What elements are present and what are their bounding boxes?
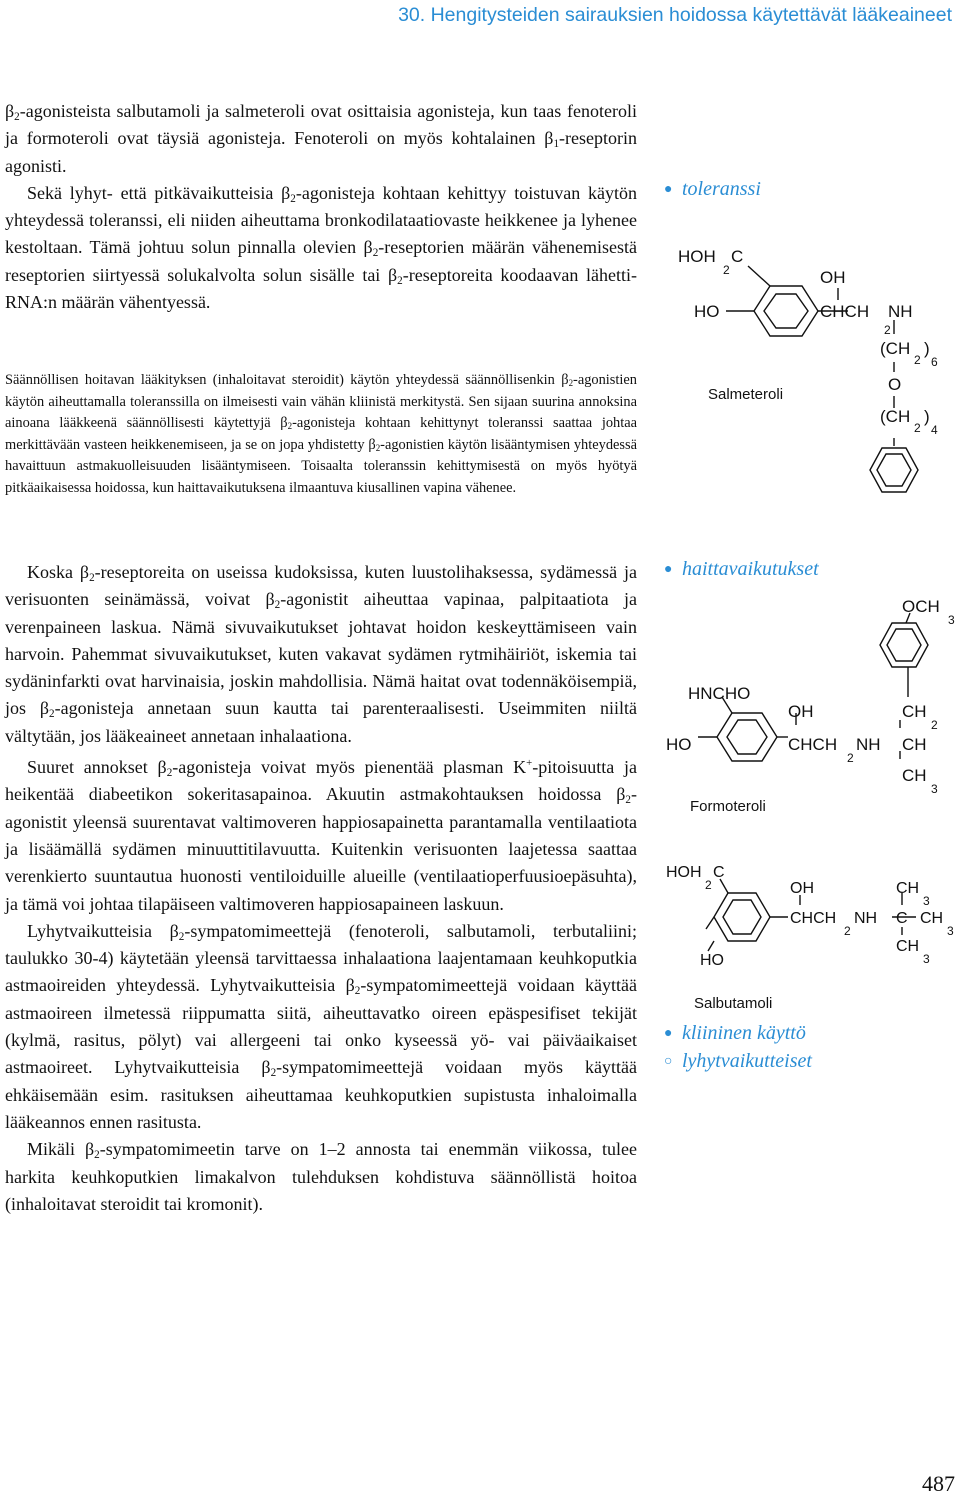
formoterol-sub3a: 3 bbox=[948, 613, 955, 627]
high-dose-paragraph: Suuret annokset $\beta_2$-agonisteja voivat myös pienentää plasman K+-pitoisuutta ja heikentää diabeetikon sokeritasapainoa. Akuutin astmakohtauksen hoidossa $\beta_2$-agonistit yleensä suurentavat valtimoveren happiosapainetta parantamalla ventilaatiota ja lisäämällä sydämen minuuttitilavuutta. Kuitenkin verisuonten laajetessa saattaa verenkierto suuntautua huonosti ventiloiduille alueille (ventilaatioperfuusioepäsuhta), ja tämä voi johtaa tilapäiseen valtimoveren happiosapaineen laskuun. bbox=[5, 757, 637, 914]
salmeterol-ch-4: (CH bbox=[880, 407, 911, 426]
salmeterol-ch-6: (CH bbox=[880, 339, 911, 358]
salmeterol-structure bbox=[660, 238, 960, 498]
formoterol-chch: CHCH bbox=[788, 735, 838, 754]
salmeterol-c: C bbox=[731, 247, 744, 266]
regular-treatment-paragraph: Mikäli $\beta_2$-sympatomimeetin tarve on 1–2 annosta tai enemmän viikossa, tulee harkita keuhkoputkien limakalvon tulehduksen kohdistuva säännöllistä hoitoa (inhaloitavat steroidit tai kromonit). bbox=[5, 1139, 637, 1214]
short-acting-paragraph: Lyhytvaikutteisia $\beta_2$-sympatomimeettejä (fenoteroli, salbutamoli, terbutaliini; taulukko 30-4) käytetään yleensä tarvittaessa inhalaationa laajentamaan keuhkoputkia astmaoireiden yhteydessä. Lyhytvaikutteisia $\beta_2$-sympatomimeettejä voidaan käyttää astmaoireen ilmetessä riippumatta siitä, aiheuttavatko oireen epäspesifiset tekijät (kylmä, rasitus, pölyt) vai allergeeni tai onko kyseessä yö- vai päiväaikaiset astmaoireet. Lyhytvaikutteisia $\beta_2$-sympatomimeettejä voidaan myös käyttää ehkäisemään esim. rasituksen aiheuttamaa keuhkoputkien supistusta inhaloimalla lääkeannos ennen rasitusta. bbox=[5, 920, 637, 1132]
salbutamol-c-center: C bbox=[896, 910, 908, 927]
intro-paragraph: $\beta_2$-agonisteista salbutamoli ja salmeteroli ovat osittaisia agonisteja, kun taas fenoteroli ja formoteroli ovat täysiä agonisteja. Fenoteroli on myös kohtalainen $\beta_1$-reseptorin agonisti. Sekä lyhyt- että pitkävaikutteisia $\beta_2$-agonisteja kohtaan kehittyy toistuvan käytön yhteydessä toleranssi, eli niiden aiheuttama bronkodilataatiovaste heikkenee ja lyhenee kestoltaan. Tämä johtuu solun pinnalla olevien $\beta_2$-reseptorien määrän vähenemisestä reseptorien siirtyessä solukalvolta solun sisälle tai $\beta_2$-reseptoreita koodaavan lähetti-RNA:n määrän vähentyessä. bbox=[5, 98, 637, 316]
formoterol-ch2-sub: 2 bbox=[931, 718, 938, 732]
salbutamol-name: Salbutamoli bbox=[694, 995, 773, 1012]
salmeterol-oh: OH bbox=[820, 268, 846, 287]
sidenote-lyhytvaikutteiset: ○ lyhytvaikutteiset bbox=[664, 1050, 812, 1072]
formoterol-ch2: CH bbox=[902, 702, 927, 721]
salbutamol-sub3b: 3 bbox=[947, 924, 954, 938]
salbutamol-ch3-right: CH bbox=[920, 910, 944, 927]
sidenote-kliininen-kaytto: ● kliininen käyttö bbox=[664, 1022, 806, 1044]
circle-bullet-icon: ○ bbox=[664, 1054, 673, 1070]
salbutamol-sub2b: 2 bbox=[844, 924, 851, 938]
salmeterol-close1: ) bbox=[924, 339, 930, 358]
salbutamol-hoh: HOH bbox=[666, 864, 702, 881]
salmeterol-ho: HO bbox=[694, 302, 720, 321]
formoterol-ch: CH bbox=[902, 735, 927, 754]
salmeterol-nh-sub2: 2 bbox=[884, 323, 891, 337]
salbutamol-oh: OH bbox=[790, 880, 814, 897]
salmeterol-o: O bbox=[888, 375, 902, 394]
salbutamol-ch3-top: CH bbox=[896, 880, 920, 897]
salmeterol-close2: ) bbox=[924, 407, 930, 426]
formoterol-ch3: CH bbox=[902, 766, 927, 785]
bullet-icon: ● bbox=[664, 562, 673, 578]
salmeterol-nh: NH bbox=[888, 302, 913, 321]
salmeterol-name: Salmeteroli bbox=[708, 386, 784, 403]
sidenote-haittavaikutukset: ● haittavaikutukset bbox=[664, 558, 819, 580]
formoterol-name: Formoteroli bbox=[690, 798, 766, 815]
formoterol-ho: HO bbox=[666, 735, 692, 754]
tolerance-paragraph: Sekä lyhyt- että pitkävaikutteisia $\beta_2$-agonisteja kohtaan kehittyy toistuvan käytön yhteydessä toleranssi, eli niiden aiheuttama bronkodilataatiovaste heikkenee ja lyhenee kestoltaan. Tämä johtuu solun pinnalla olevien $\beta_2$-reseptorien määrän vähenemisestä reseptorien siirtyessä solukalvolta solun sisälle tai $\beta_2$-reseptoreita koodaavan lähetti-RNA:n määrän vähentyessä. bbox=[5, 182, 637, 313]
side-effects-section bbox=[5, 559, 637, 1218]
salmeterol-sub2: 2 bbox=[723, 263, 730, 277]
salmeterol-sub6: 6 bbox=[931, 355, 938, 369]
salbutamol-structure bbox=[660, 855, 960, 1020]
salbutamol-sub3c: 3 bbox=[923, 952, 930, 966]
salbutamol-sub2: 2 bbox=[705, 878, 712, 892]
formoterol-nh: NH bbox=[856, 735, 881, 754]
formoterol-sub2: 2 bbox=[847, 751, 854, 765]
salbutamol-chch: CHCH bbox=[790, 910, 837, 927]
salbutamol-sub3a: 3 bbox=[923, 894, 930, 908]
formoterol-sub3b: 3 bbox=[931, 782, 938, 796]
salbutamol-ch3-bottom: CH bbox=[896, 938, 920, 955]
page-number: 487 bbox=[922, 1471, 955, 1496]
formoterol-hncho: HNCHO bbox=[688, 684, 751, 703]
chapter-header: 30. Hengitysteiden sairauksien hoidossa käytettävät lääkeaineet bbox=[398, 4, 952, 26]
salbutamol-ho: HO bbox=[700, 952, 724, 969]
formoterol-oh: OH bbox=[788, 702, 814, 721]
salmeterol-sub4: 4 bbox=[931, 423, 938, 437]
salbutamol-c: C bbox=[713, 864, 725, 881]
formoterol-och: OCH bbox=[902, 597, 940, 616]
small-print-paragraph: Säännöllisen hoitavan lääkityksen (inhaloitavat steroidit) käytön yhteydessä säännöllisenkin $\beta_2$-agonistien käytön aiheuttamalla toleranssilla on ilmeisesti vain vähän kliinistä merkitystä. Sen sijaan suurina annoksina ainoana lääkkeenä säännöllisesti käytettyjä $\beta_2$-agonisteja kohtaan kehittynyt toleranssi saattaa johtaa merkittävään vasteen heikkenemiseen, ja se on jopa yhdistetty $\beta_2$-agonistien käytön lisääntymisen yhteydessä havaittuun astmakuolleisuuden lisääntymiseen. Toisaalta toleranssin kehittymisestä on myös hyötyä pitkäaikaisessa hoidossa, kun haittavaikutuksena ilmaantuva kiusallinen vapina vähenee. bbox=[5, 372, 638, 496]
salmeterol-hoh2c: HOH bbox=[678, 247, 716, 266]
bullet-icon: ● bbox=[664, 182, 673, 198]
sidenote-toleranssi: ● toleranssi bbox=[664, 178, 761, 200]
bullet-icon: ● bbox=[664, 1026, 673, 1042]
salmeterol-sub2c: 2 bbox=[914, 421, 921, 435]
salmeterol-chch: CHCH bbox=[820, 302, 870, 321]
salmeterol-sub2b: 2 bbox=[914, 353, 921, 367]
salbutamol-nh: NH bbox=[854, 910, 878, 927]
formoterol-structure bbox=[660, 585, 960, 825]
side-effects-paragraph: Koska $\beta_2$-reseptoreita on useissa kudoksissa, kuten luustolihaksessa, sydämessä ja verisuonten seinämässä, voivat $\beta_2$-agonistit aiheuttaa vapinaa, palpitaatiota ja verenpaineen laskua. Nämä sivuvaikutukset johtavat hoidon keskeyttämiseen vain harvoin. Pahemmat sivuvaikutukset, kuten vakavat sydämen rytmihäiriöt, iskemia tai sydäninfarkti ovat harvinaisia, joskin mahdollisia. Nämä haitat ovat todennäköisempiä, jos $\beta_2$-agonisteja annetaan suun kautta tai parenteraalisesti. Useimmiten niiltä vältytään, jos lääkeaineet annetaan inhalaationa. bbox=[5, 562, 637, 746]
